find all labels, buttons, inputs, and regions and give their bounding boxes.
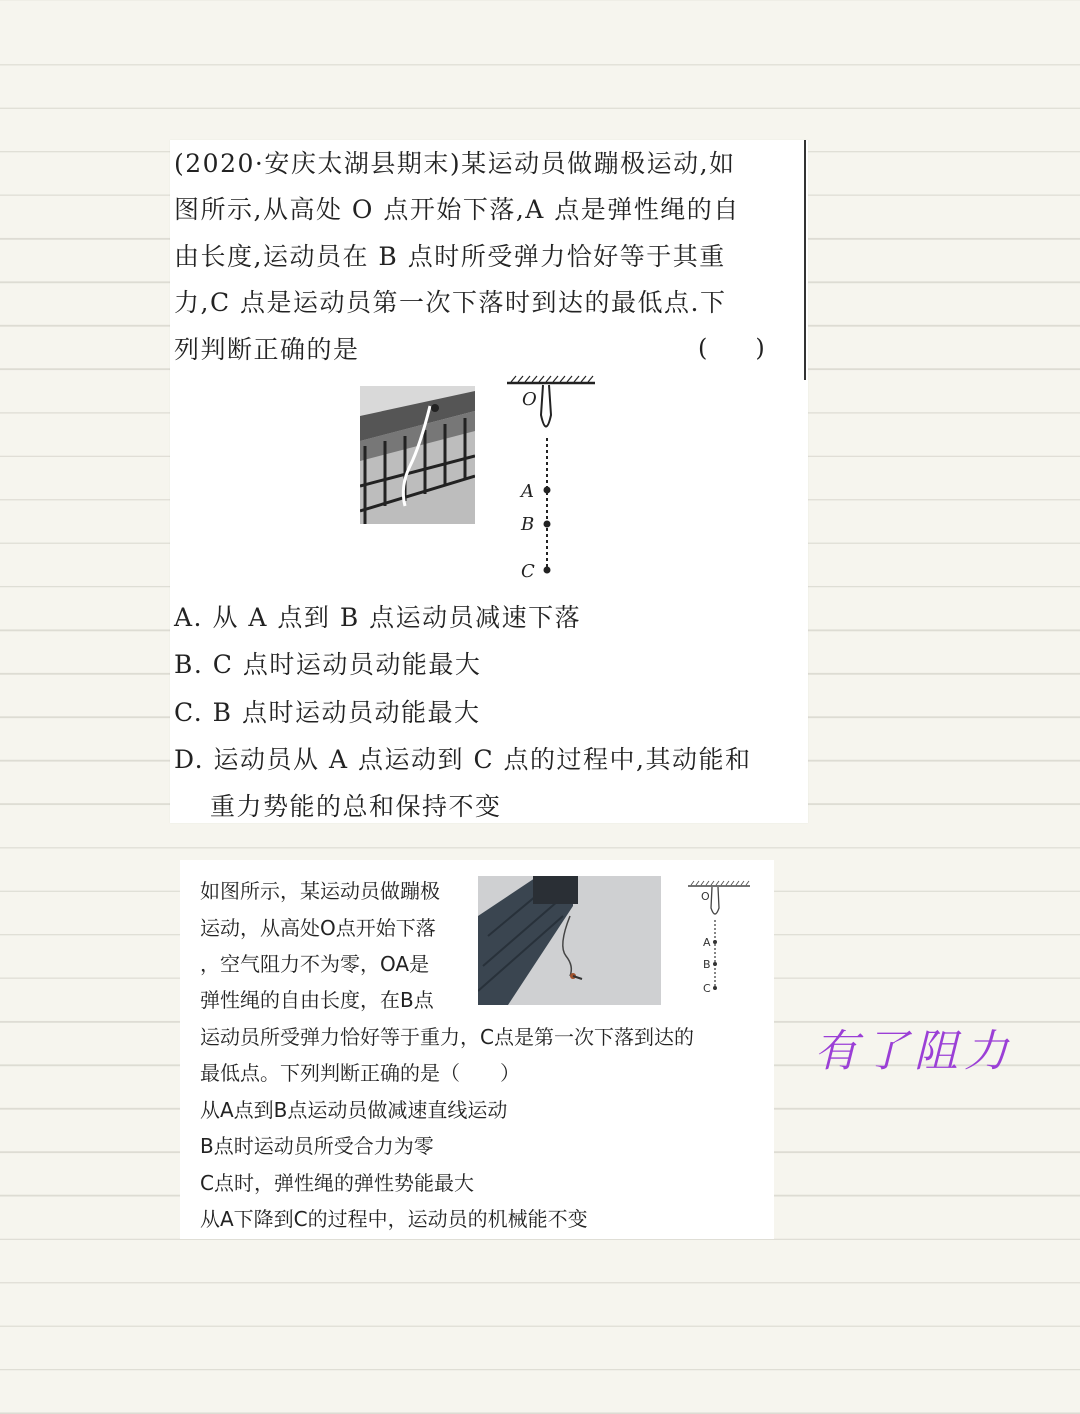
bungee-diagram-2 xyxy=(685,880,755,1000)
variant-line-5: 运动员所受弹力恰好等于重力，C点是第一次下落到达的 xyxy=(200,1025,694,1049)
label-a: A xyxy=(521,481,534,502)
variant-option-1: 从A点到B点运动员做减速直线运动 xyxy=(200,1098,508,1122)
option-b: B. C 点时运动员动能最大 xyxy=(174,650,482,679)
label-o-2: O xyxy=(701,890,710,903)
option-d-continued: 重力势能的总和保持不变 xyxy=(174,792,502,821)
question-line-2: 图所示,从高处 O 点开始下落,A 点是弹性绳的自 xyxy=(174,195,740,224)
variant-line-4: 弹性绳的自由长度，在B点 xyxy=(200,988,434,1012)
variant-line-6: 最低点。下列判断正确的是（ ） xyxy=(200,1061,520,1085)
question-line-3: 由长度,运动员在 B 点时所受弹力恰好等于其重 xyxy=(174,242,726,271)
handwritten-note: 有了阻力 xyxy=(814,1026,1014,1077)
label-c: C xyxy=(521,561,535,582)
question-card-textbook xyxy=(170,140,808,823)
answer-bracket: ( ) xyxy=(698,334,765,362)
page-edge-line xyxy=(804,140,806,380)
label-c-2: C xyxy=(703,982,711,995)
variant-line-1: 如图所示，某运动员做蹦极 xyxy=(200,879,440,903)
label-a-2: A xyxy=(703,936,711,949)
question-line-1: (2020·安庆太湖县期末)某运动员做蹦极运动,如 xyxy=(174,149,736,178)
variant-line-2: 运动，从高处O点开始下落 xyxy=(200,916,436,940)
option-a: A. 从 A 点到 B 点运动员减速下落 xyxy=(174,603,582,632)
option-d: D. 运动员从 A 点运动到 C 点的过程中,其动能和 xyxy=(174,745,752,774)
bungee-photo-2 xyxy=(478,876,661,1005)
bungee-photo xyxy=(360,386,475,524)
question-card-variant xyxy=(180,860,774,1239)
label-b-2: B xyxy=(703,958,711,971)
question-line-5: 列判断正确的是 xyxy=(174,335,360,364)
label-b: B xyxy=(521,514,535,535)
variant-option-3: C点时，弹性绳的弹性势能最大 xyxy=(200,1171,474,1195)
label-o: O xyxy=(522,389,537,410)
variant-line-3: ，空气阻力不为零，OA是 xyxy=(200,952,430,976)
bungee-diagram xyxy=(505,373,600,583)
question-line-4: 力,C 点是运动员第一次下落时到达的最低点.下 xyxy=(174,288,727,317)
variant-option-4: 从A下降到C的过程中，运动员的机械能不变 xyxy=(200,1207,588,1231)
variant-option-2: B点时运动员所受合力为零 xyxy=(200,1134,434,1158)
option-c: C. B 点时运动员动能最大 xyxy=(174,698,481,727)
